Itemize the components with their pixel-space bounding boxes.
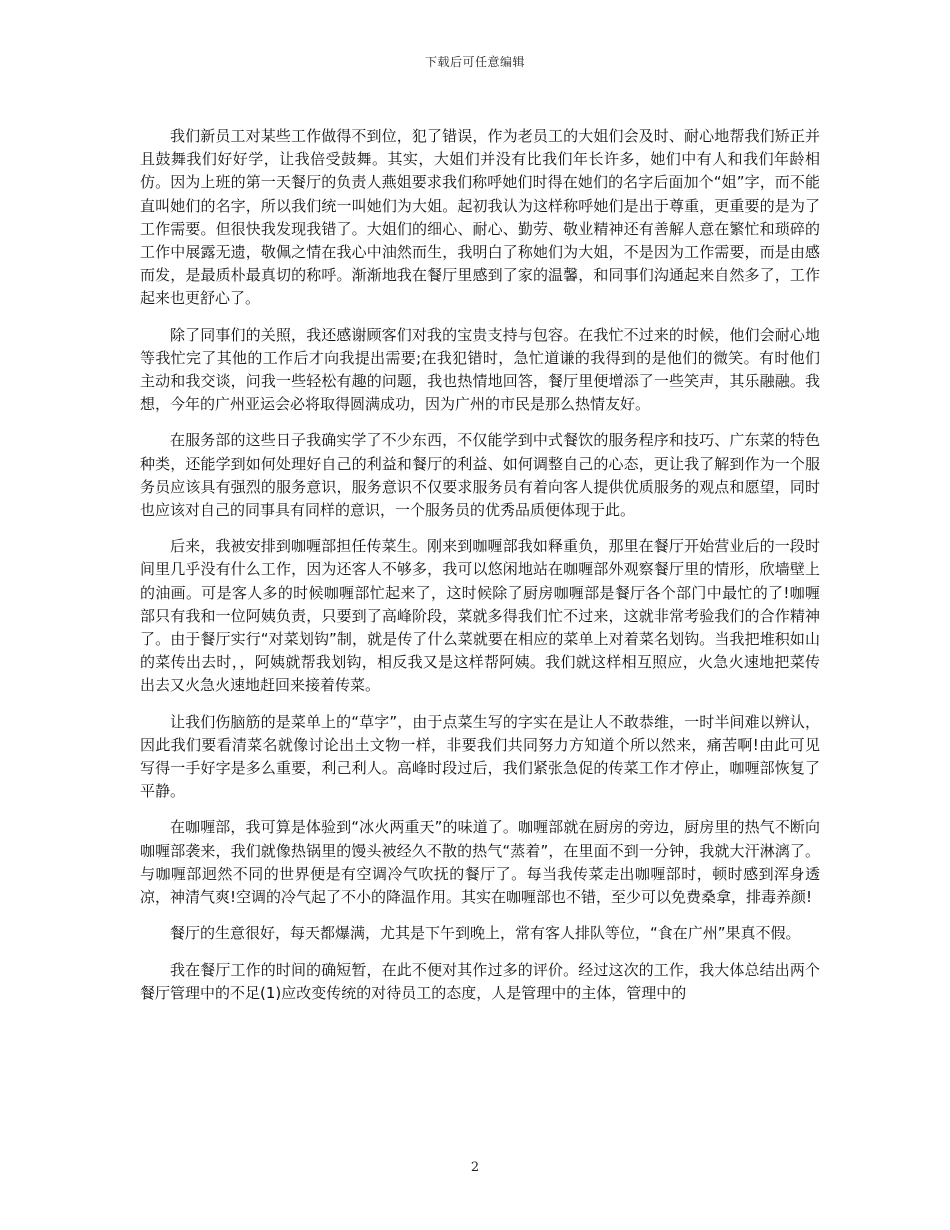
paragraph-6: 在咖喱部，我可算是体验到“冰火两重天”的味道了。咖喱部就在厨房的旁边，厨房里的热气不断向咖喱部袭来，我们就像热锅里的馒头被经久不散的热气“蒸着”，在里面不到一分钟，我就大汗淋漓了。与咖喱部迥然不同的世界便是有空调冷气吹抚的餐厅了。每当我传菜走出咖喱部时，顿时感到浑身透凉，神清气爽!空调的冷气起了不小的降温作用。其实在咖喱部也不错，至少可以免费桑拿，排毒养颜! [140,818,820,907]
paragraph-2: 除了同事们的关照，我还感谢顾客们对我的宝贵支持与包容。在我忙不过来的时候，他们会耐心地等我忙完了其他的工作后才向我提出需要;在我犯错时，急忙道谦的我得到的是他们的微笑。有时他们主动和我交谈，问我一些轻松有趣的问题，我也热情地回答，餐厅里便增添了一些笑声，其乐融融。我想，今年的广州亚运会必将取得圆满成功，因为广州的市民是那么热情友好。 [140,325,820,414]
paragraph-7: 餐厅的生意很好，每天都爆满，尤其是下午到晚上，常有客人排队等位，“食在广州”果真不假。 [170,924,801,943]
paragraph-1: 我们新员工对某些工作做得不到位，犯了错误，作为老员工的大姐们会及时、耐心地帮我们矫正并且鼓舞我们好好学，让我倍受鼓舞。其实，大姐们并没有比我们年长许多，她们中有人和我们年龄相仿。因为上班的第一天餐厅的负责人燕姐要求我们称呼她们时得在她们的名字后面加个“姐”字，而不能直叫她们的名字，所以我们统一叫她们为大姐。起初我认为这样称呼她们是出于尊重，更重要的是为了工作需要。但很快我发现我错了。大姐们的细心、耐心、勤劳、敬业精神还有善解人意在繁忙和琐碎的工作中展露无遗，敬佩之情在我心中油然而生，我明白了称她们为大姐，不是因为工作需要，而是由感而发，是最质朴最真切的称呼。渐渐地我在餐厅里感到了家的温馨，和同事们沟通起来自然多了，工作起来也更舒心了。 [140,127,820,308]
paragraph-3: 在服务部的这些日子我确实学了不少东西，不仅能学到中式餐饮的服务程序和技巧、广东菜的特色种类，还能学到如何处理好自己的利益和餐厅的利益、如何调整自己的心态，更让我了解到作为一个服务员应该具有强烈的服务意识，服务意识不仅要求服务员有着向客人提供优质服务的观点和愿望，同时也应该对自己的同事具有同样的意识，一个服务员的优秀品质便体现于此。 [140,431,820,520]
page-header: 下载后可任意编辑 [424,55,525,69]
paragraph-5: 让我们伤脑筋的是菜单上的“草字”，由于点菜生写的字实在是让人不敢恭维，一时半间难以辨认，因此我们要看清菜名就像讨论出土文物一样，非要我们共同努力方知道个所以然来，痛苦啊!由此可见写得一手好字是多么重要，利己利人。高峰时段过后，我们紧张急促的传菜工作才停止，咖喱部恢复了平静。 [140,712,820,801]
paragraph-8: 我在餐厅工作的时间的确短暂，在此不便对其作过多的评价。经过这次的工作，我大体总结出两个餐厅管理中的不足(1)应改变传统的对待员工的态度，人是管理中的主体，管理中的 [140,960,820,1002]
document-body [140,125,820,1018]
paragraph-4: 后来，我被安排到咖喱部担任传菜生。刚来到咖喱部我如释重负，那里在餐厅开始营业后的一段时间里几乎没有什么工作，因为还客人不够多，我可以悠闲地站在咖喱部外观察餐厅里的情形，欣墙壁上的油画。可是客人多的时候咖喱部忙起来了，这时候除了厨房咖喱部是餐厅各个部门中最忙的了!咖喱部只有我和一位阿姨负责，只要到了高峰阶段，菜就多得我们忙不过来，这就非常考验我们的合作精神了。由于餐厅实行“对菜划钩”制，就是传了什么菜就要在相应的菜单上对着菜名划钩。当我把堆积如山的菜传出去时，，阿姨就帮我划钩，相反我又是这样帮阿姨。我们就这样相互照应，火急火速地把菜传出去又火急火速地赶回来接着传菜。 [140,537,820,695]
page-number: 2 [470,1160,480,1175]
